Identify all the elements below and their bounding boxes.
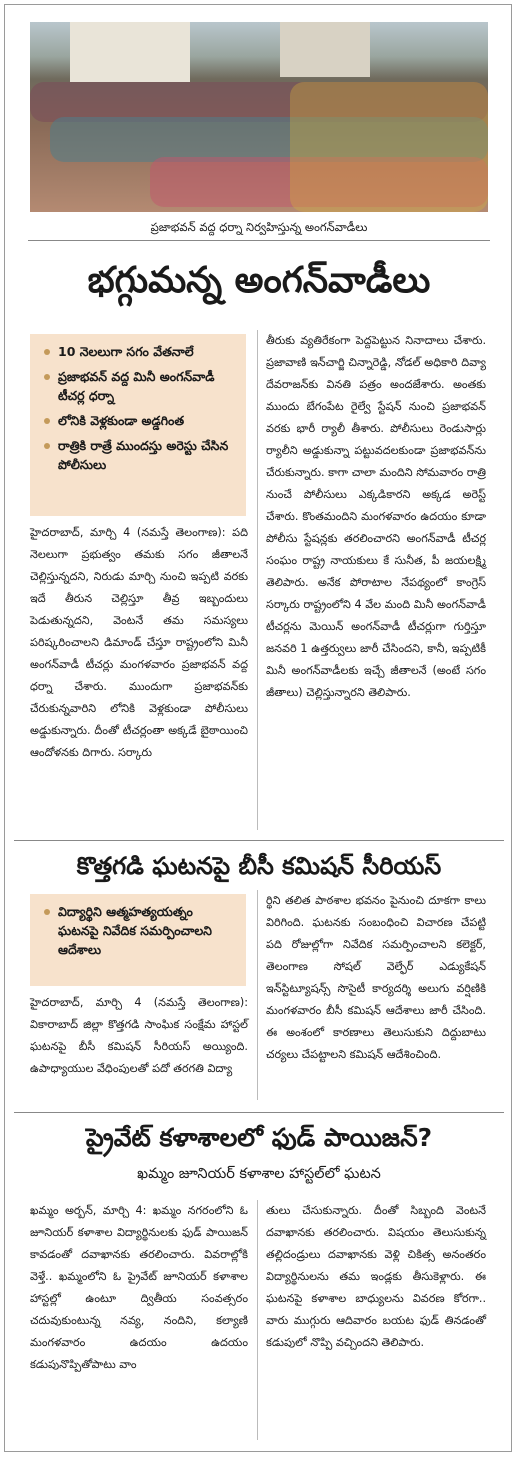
highlight-item: విద్యార్థిని ఆత్మహత్యయత్నం ఘటనపై నివేదిక సమర్పించాలని ఆదేశాలు [42, 902, 236, 959]
column-divider [257, 1200, 258, 1440]
headline-3: ప్రైవేట్ కళాశాలలో ఫుడ్ పాయిజన్? [85, 1123, 433, 1152]
story1-column-2 [266, 330, 486, 704]
story3-column-2 [266, 1200, 486, 1354]
highlight-box-2 [30, 894, 246, 986]
highlight-box-1 [30, 334, 246, 516]
photo-caption: ప్రజాభవన్ వద్ద ధర్నా నిర్వహిస్తున్న అంగన్‌వాడీలు [28, 214, 490, 241]
building-shape [70, 22, 190, 82]
subheadline-3: ఖమ్మం జూనియర్ కళాశాల హాస్టల్‌లో ఘటన [137, 1166, 381, 1182]
column-divider [257, 890, 258, 1100]
crowd-shape [290, 82, 488, 212]
news-photo [30, 22, 488, 212]
section-rule [14, 840, 504, 841]
body-text: ర్థిని తలిత పాఠశాల భవనం పైనుంచి దూకగా కాలు విరిగింది. ఘటనకు సంబంధించి విచారణ చేపట్టి పది రోజుల్లోగా నివేదిక సమర్పించాలని కలెక్టర్, తెలంగాణ సోషల్ వెల్ఫేర్ ఎడ్యుకేషన్ ఇన్‌స్టిట్యూషన్స్ సొసైటీ కార్యదర్శి అలుగు వర్షిణికి మంగళవారం బీసీ కమిషన్ ఆదేశాలు జారీ చేసింది. ఈ అంశంలో కారణాలు తెలుసుకుని దిద్దుబాటు చర్యలు చేపట్టాలని కమిషన్ ఆదేశించింది. [266, 894, 486, 1061]
highlight-item: లోనికి వెళ్లకుండా అడ్డగింత [42, 411, 236, 430]
section-rule [14, 1112, 504, 1113]
highlight-item: ప్రజాభవన్ వద్ద మినీ అంగన్‌వాడీ టీచర్ల ధర్నా [42, 367, 236, 405]
story1-column-1 [30, 522, 248, 764]
story2-column-2 [266, 890, 486, 1066]
highlight-item: రాత్రికి రాత్రే ముందస్తు అరెస్టు చేసిన పోలీసులు [42, 436, 236, 474]
building-shape [280, 22, 370, 77]
story2-column-1 [30, 992, 248, 1080]
body-text: తులు చేసుకున్నారు. దీంతో సిబ్బంది వెంటనే దవాఖానకు తరలించారు. విషయం తెలుసుకున్న తల్లిదండ్రులు దవాఖానకు వెళ్లి చికిత్స అనంతరం విద్యార్థినులను తమ ఇండ్లకు తీసుకెళ్లారు. ఈ ఘటనపై కళాశాల బాధ్యులను వివరణ కోరగా.. వారు ముగ్గురు ఆదివారం బయట ఫుడ్ తినడంతో కడుపులో నొప్పి వచ్చిందని తెలిపారు. [266, 1204, 486, 1349]
headline-1: భగ్గుమన్న అంగన్‌వాడీలు [87, 260, 431, 301]
body-text: ఖమ్మం అర్బన్, మార్చి 4: ఖమ్మం నగరంలోని ఓ జూనియర్ కళాశాల విద్యార్థినులకు ఫుడ్ పాయిజన్ కావడంతో దవాఖానకు తరలించారు. వివరాల్లోకి వెళ్తే.. ఖమ్మంలోని ఓ ప్రైవేట్ జూనియర్ కళాశాల హాస్టల్లో ఉంటూ ద్వితీయ సంవత్సరం చదువుకుంటున్న నవ్య, నందిని, కల్యాణి మంగళవారం ఉదయం ఉదయం కడుపునొప్పితోపాటు వాం [30, 1204, 248, 1371]
headline-2: కొత్తగడి ఘటనపై బీసీ కమిషన్ సీరియస్ [76, 852, 442, 880]
highlight-item: 10 నెలలుగా సగం వేతనాలే [42, 342, 236, 361]
body-text: హైదరాబాద్, మార్చి 4 (నమస్తే తెలంగాణ): వికారాబాద్ జిల్లా కొత్తగడి సాంఘిక సంక్షేమ హాస్టల్ ఘటనపై బీసీ కమిషన్ సీరియస్ అయ్యింది. ఉపాధ్యాయుల వేధింపులతో పదో తరగతి విద్యా [30, 996, 248, 1075]
story3-column-1 [30, 1200, 248, 1376]
column-divider [257, 330, 258, 830]
body-text: తీరుకు వ్యతిరేకంగా పెద్దపెట్టున నినాదాలు చేశారు. ప్రజావాణి ఇన్‌చార్జి చిన్నారెడ్డి, నోడల్ అధికారి దివ్యా దేవరాజన్‌కు వినతి పత్రం అందజేశారు. అంతకు ముందు బేగంపేట రైల్వే స్టేషన్ నుంచి ప్రజాభవన్ వరకు భారీ ర్యాలీ తీశారు. పోలీసులు రెండుసార్లు ర్యాలీని అడ్డుకున్నా పట్టువదలకుండా ప్రజాభవన్‌ను చేరుకున్నారు. కాగా చాలా మందిని సోమవారం రాత్రి నుంచే పోలీసులు ఎక్కడికారని అక్కడ అరెస్ట్ చేశారు. కొంతమందిని మంగళవారం ఉదయం కూడా పోలీసు స్టేషన్లకు తరలించారని అంగన్‌వాడీ టీచర్ల సంఘం రాష్ట్ర నాయకులు కే సునీత, పీ జయలక్ష్మి తెలిపారు. అనేక పోరాటాల నేపథ్యంలో కాంగ్రెస్ సర్కారు రాష్ట్రంలోని 4 వేల మంది మినీ అంగన్‌వాడీ టీచర్లను మెయిన్ అంగన్‌వాడీ టీచర్లుగా గుర్తిస్తూ జనవరి 1 ఉత్తర్వులు జారీ చేసిందని, కానీ, ఇప్పటికీ మినీ అంగన్‌వాడీలకు ఇచ్చే జీతాలనే (అంటే సగం జీతాలు) చెల్లిస్తున్నారని తెలిపారు. [266, 334, 486, 699]
body-text: హైదరాబాద్, మార్చి 4 (నమస్తే తెలంగాణ): పది నెలలుగా ప్రభుత్వం తమకు సగం జీతాలనే చెల్లిస్తున్నదని, నిరుడు మార్చి నుంచి ఇప్పటి వరకు ఇదే తీరున చెల్లిస్తూ తీవ్ర ఇబ్బందులు పెడుతున్నదని, వెంటనే తమ సమస్యలు పరిష్కరించాలని డిమాండ్ చేస్తూ రాష్ట్రంలోని మినీ అంగన్‌వాడీ టీచర్లు మంగళవారం ప్రజాభవన్ వద్ద ధర్నా చేశారు. ముందుగా ప్రజాభవన్‌కు చేరుకున్నవారిని లోనికి వెళ్లకుండా పోలీసులు అడ్డుకున్నారు. దీంతో టీచర్లంతా అక్కడే బైఠాయించి ఆందోళనకు దిగారు. సర్కారు [30, 526, 248, 759]
